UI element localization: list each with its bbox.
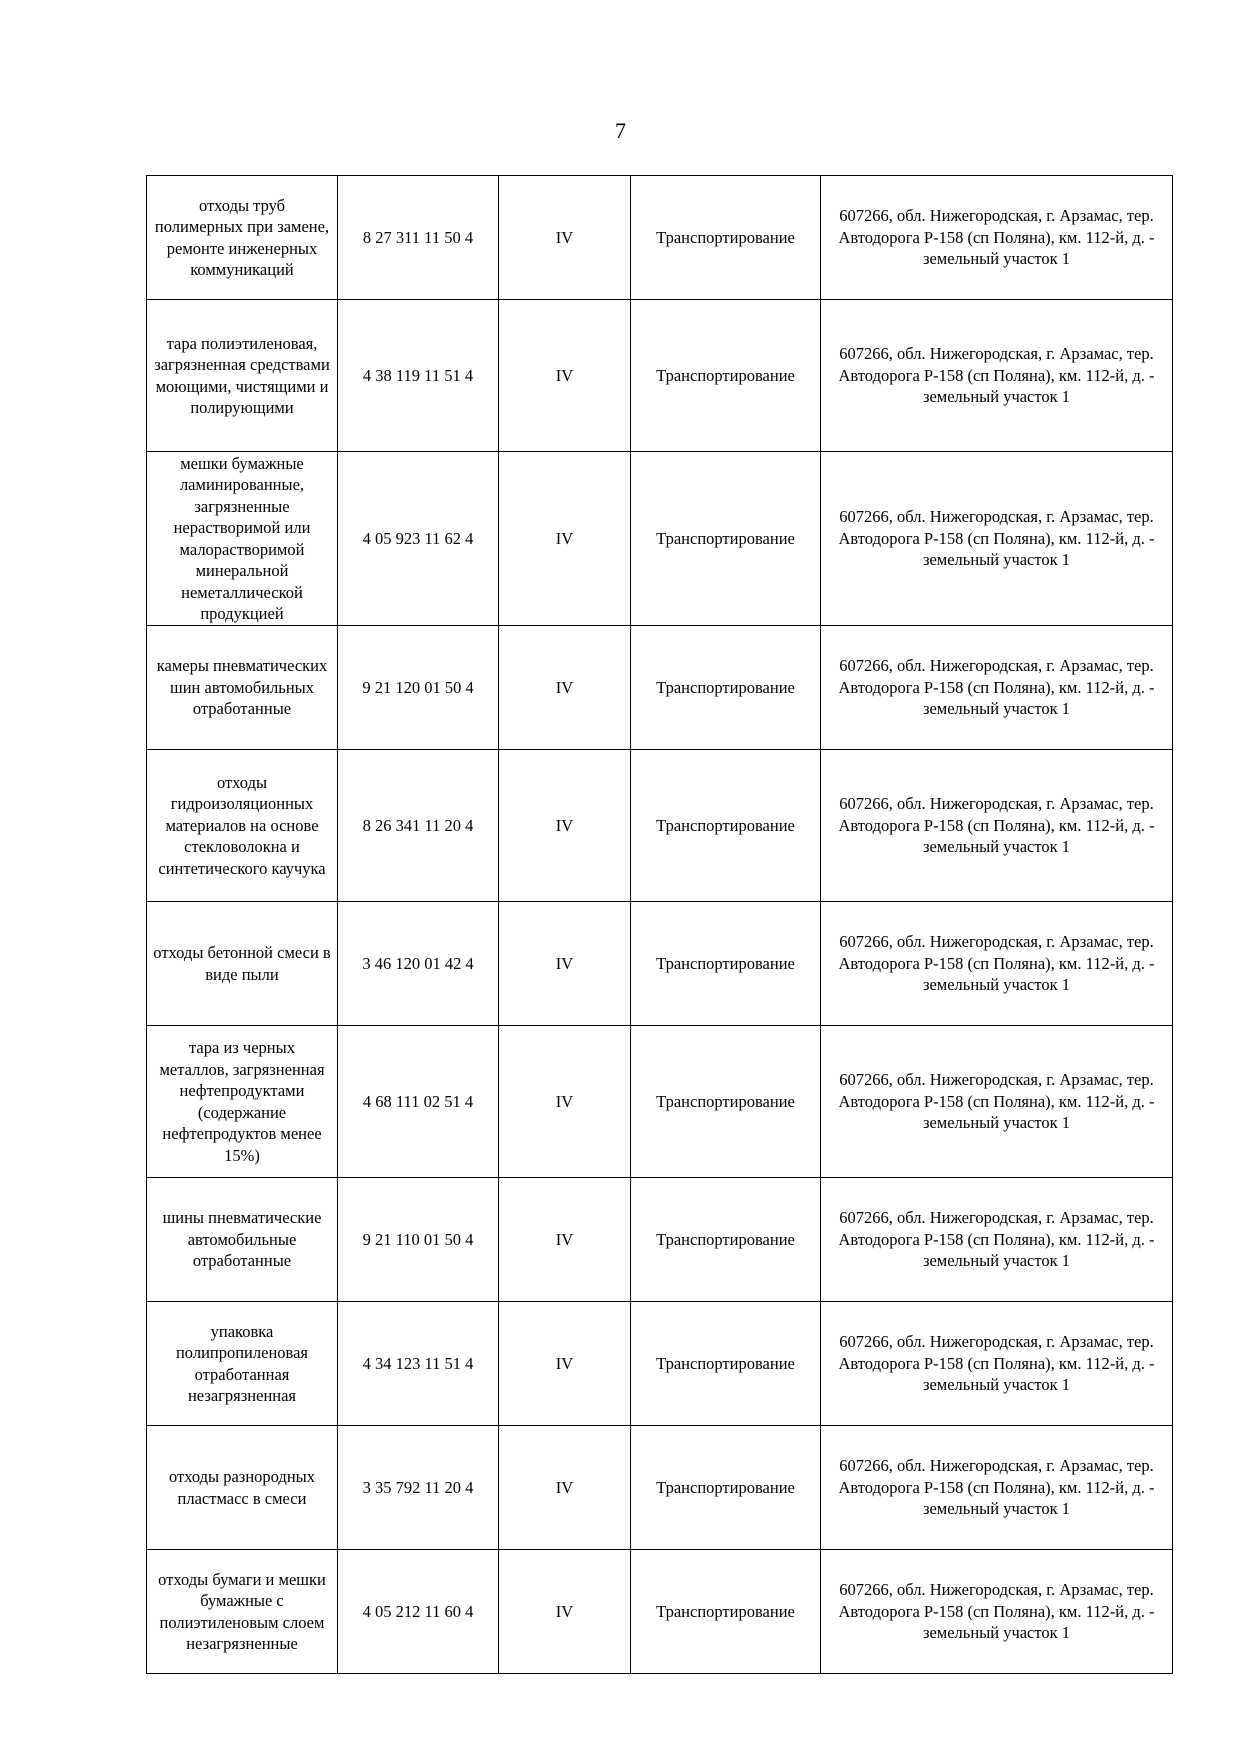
waste-code-cell: 3 35 792 11 20 4 <box>338 1426 499 1550</box>
waste-name-cell: упаковка полипропиленовая отработанная незагрязненная <box>147 1302 338 1426</box>
waste-code-cell: 4 68 111 02 51 4 <box>338 1026 499 1178</box>
operation-cell: Транспортирование <box>631 452 821 626</box>
table-row <box>147 1426 1173 1550</box>
address-cell: 607266, обл. Нижегородская, г. Арзамас, тер. Автодорога Р-158 (сп Поляна), км. 112-й, д. - земельный участок 1 <box>821 176 1173 300</box>
waste-code-cell: 3 46 120 01 42 4 <box>338 902 499 1026</box>
hazard-class-cell: IV <box>499 176 631 300</box>
waste-name-cell: тара полиэтиленовая, загрязненная средствами моющими, чистящими и полирующими <box>147 300 338 452</box>
waste-code-cell: 8 26 341 11 20 4 <box>338 750 499 902</box>
table-row <box>147 300 1173 452</box>
operation-cell: Транспортирование <box>631 902 821 1026</box>
hazard-class-cell: IV <box>499 1302 631 1426</box>
hazard-class-cell: IV <box>499 1026 631 1178</box>
address-cell: 607266, обл. Нижегородская, г. Арзамас, тер. Автодорога Р-158 (сп Поляна), км. 112-й, д. - земельный участок 1 <box>821 626 1173 750</box>
waste-code-cell: 4 34 123 11 51 4 <box>338 1302 499 1426</box>
table-row <box>147 1302 1173 1426</box>
address-cell: 607266, обл. Нижегородская, г. Арзамас, тер. Автодорога Р-158 (сп Поляна), км. 112-й, д. - земельный участок 1 <box>821 1426 1173 1550</box>
hazard-class-cell: IV <box>499 300 631 452</box>
table-row <box>147 452 1173 626</box>
operation-cell: Транспортирование <box>631 1026 821 1178</box>
waste-code-cell: 4 05 212 11 60 4 <box>338 1550 499 1674</box>
operation-cell: Транспортирование <box>631 750 821 902</box>
table-row <box>147 1026 1173 1178</box>
waste-code-cell: 4 05 923 11 62 4 <box>338 452 499 626</box>
operation-cell: Транспортирование <box>631 1302 821 1426</box>
waste-name-cell: отходы бетонной смеси в виде пыли <box>147 902 338 1026</box>
table-row <box>147 176 1173 300</box>
operation-cell: Транспортирование <box>631 176 821 300</box>
operation-cell: Транспортирование <box>631 1550 821 1674</box>
address-cell: 607266, обл. Нижегородская, г. Арзамас, тер. Автодорога Р-158 (сп Поляна), км. 112-й, д. - земельный участок 1 <box>821 750 1173 902</box>
address-cell: 607266, обл. Нижегородская, г. Арзамас, тер. Автодорога Р-158 (сп Поляна), км. 112-й, д. - земельный участок 1 <box>821 1026 1173 1178</box>
hazard-class-cell: IV <box>499 626 631 750</box>
waste-name-cell: отходы бумаги и мешки бумажные с полиэтиленовым слоем незагрязненные <box>147 1550 338 1674</box>
operation-cell: Транспортирование <box>631 1178 821 1302</box>
address-cell: 607266, обл. Нижегородская, г. Арзамас, тер. Автодорога Р-158 (сп Поляна), км. 112-й, д. - земельный участок 1 <box>821 300 1173 452</box>
hazard-class-cell: IV <box>499 1550 631 1674</box>
waste-code-cell: 9 21 110 01 50 4 <box>338 1178 499 1302</box>
waste-name-cell: тара из черных металлов, загрязненная нефтепродуктами (содержание нефтепродуктов менее 15%) <box>147 1026 338 1178</box>
waste-table <box>146 175 1173 1674</box>
table-row <box>147 626 1173 750</box>
hazard-class-cell: IV <box>499 750 631 902</box>
waste-name-cell: камеры пневматических шин автомобильных отработанные <box>147 626 338 750</box>
address-cell: 607266, обл. Нижегородская, г. Арзамас, тер. Автодорога Р-158 (сп Поляна), км. 112-й, д. - земельный участок 1 <box>821 452 1173 626</box>
address-cell: 607266, обл. Нижегородская, г. Арзамас, тер. Автодорога Р-158 (сп Поляна), км. 112-й, д. - земельный участок 1 <box>821 1302 1173 1426</box>
waste-code-cell: 9 21 120 01 50 4 <box>338 626 499 750</box>
table-row <box>147 1178 1173 1302</box>
address-cell: 607266, обл. Нижегородская, г. Арзамас, тер. Автодорога Р-158 (сп Поляна), км. 112-й, д. - земельный участок 1 <box>821 1178 1173 1302</box>
waste-name-cell: отходы разнородных пластмасс в смеси <box>147 1426 338 1550</box>
hazard-class-cell: IV <box>499 1178 631 1302</box>
operation-cell: Транспортирование <box>631 300 821 452</box>
waste-name-cell: отходы гидроизоляционных материалов на основе стекловолокна и синтетического каучука <box>147 750 338 902</box>
hazard-class-cell: IV <box>499 452 631 626</box>
waste-code-cell: 8 27 311 11 50 4 <box>338 176 499 300</box>
waste-name-cell: мешки бумажные ламинированные, загрязненные нерастворимой или малорастворимой минеральной неметаллической продукцией <box>147 452 338 626</box>
page-number: 7 <box>615 118 626 143</box>
waste-name-cell: шины пневматические автомобильные отработанные <box>147 1178 338 1302</box>
waste-name-cell: отходы труб полимерных при замене, ремонте инженерных коммуникаций <box>147 176 338 300</box>
hazard-class-cell: IV <box>499 1426 631 1550</box>
table-row <box>147 1550 1173 1674</box>
table-row <box>147 902 1173 1026</box>
address-cell: 607266, обл. Нижегородская, г. Арзамас, тер. Автодорога Р-158 (сп Поляна), км. 112-й, д. - земельный участок 1 <box>821 902 1173 1026</box>
waste-code-cell: 4 38 119 11 51 4 <box>338 300 499 452</box>
operation-cell: Транспортирование <box>631 1426 821 1550</box>
operation-cell: Транспортирование <box>631 626 821 750</box>
hazard-class-cell: IV <box>499 902 631 1026</box>
table-row <box>147 750 1173 902</box>
address-cell: 607266, обл. Нижегородская, г. Арзамас, тер. Автодорога Р-158 (сп Поляна), км. 112-й, д. - земельный участок 1 <box>821 1550 1173 1674</box>
